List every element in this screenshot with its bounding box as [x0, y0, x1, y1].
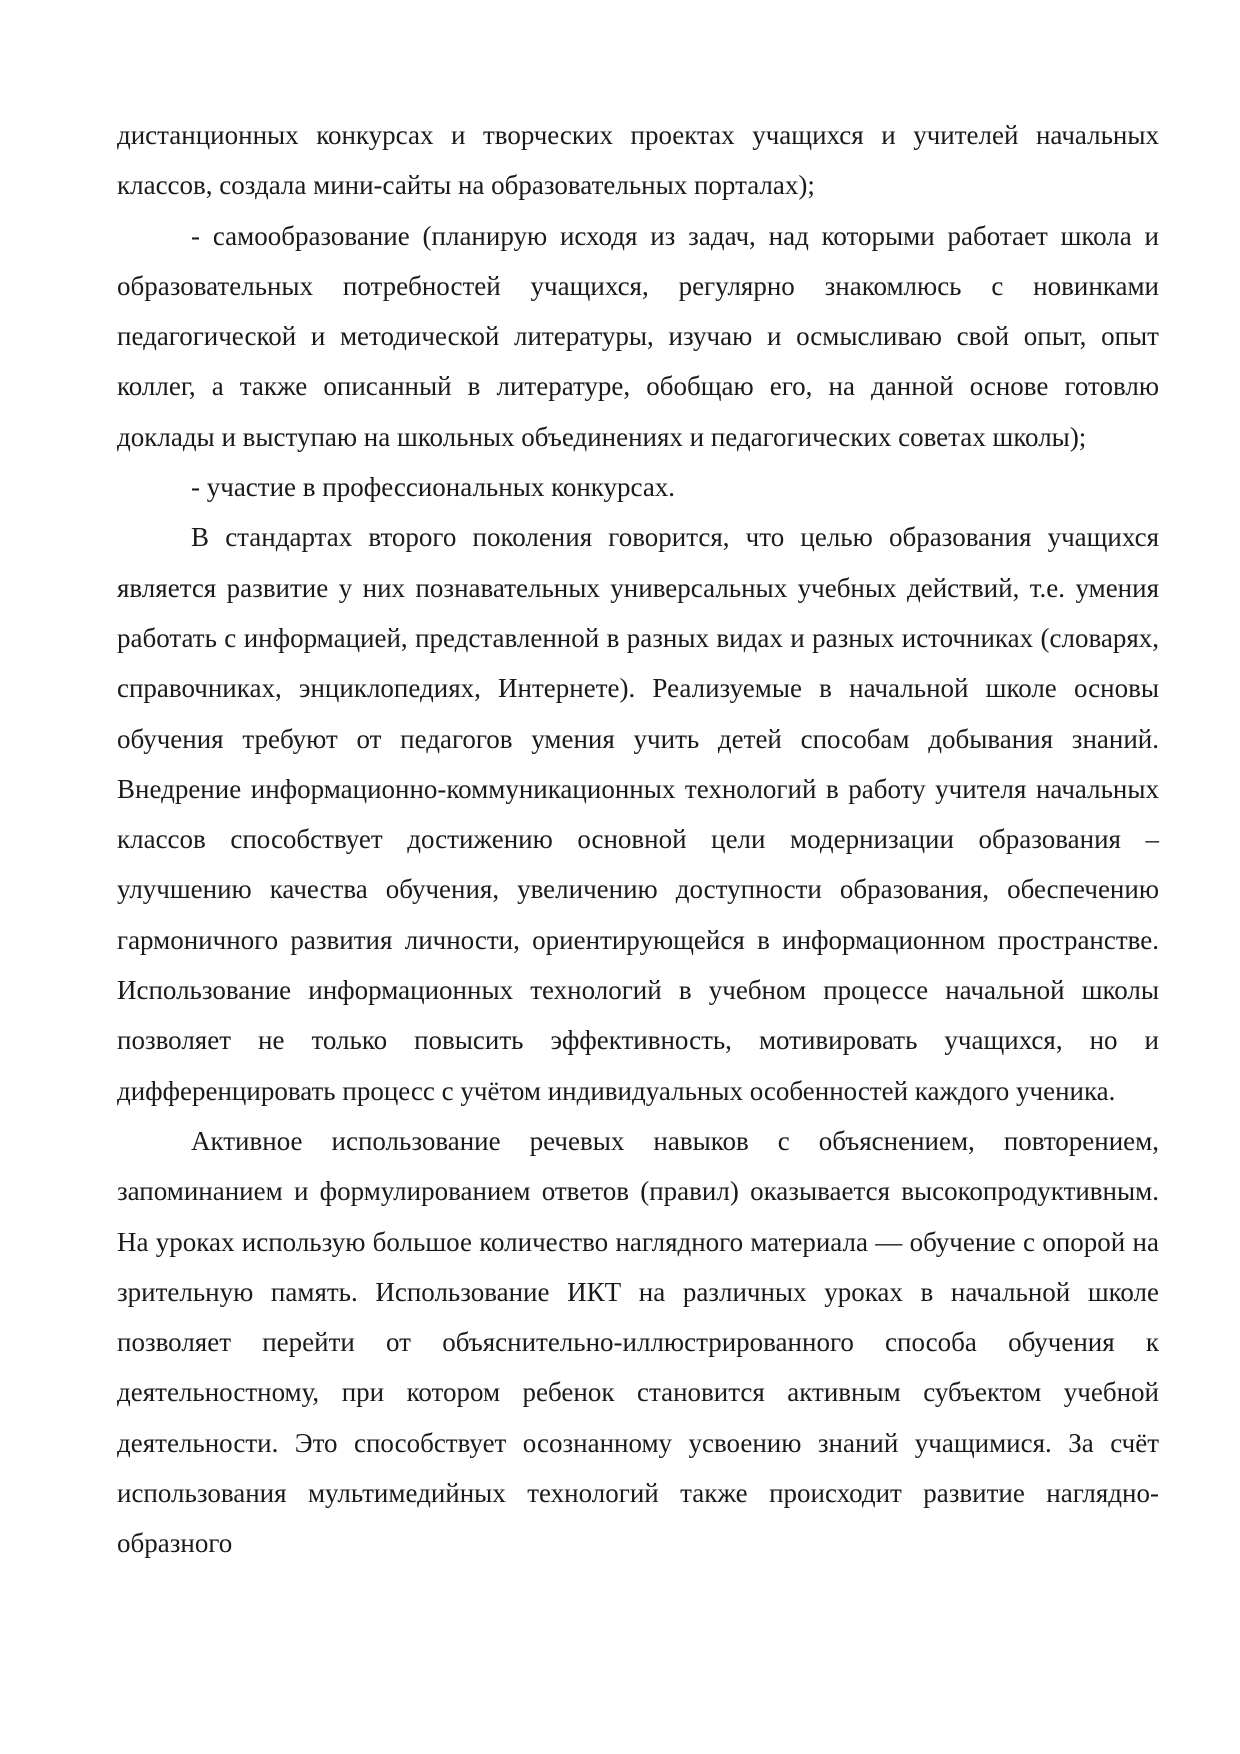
paragraph-self-education: - самообразование (планирую исходя из задач, над которыми работает школа и образовательных потребностей учащихся, регулярно знакомлюсь с новинками педагогической и методической литературы, изучаю и осмысливаю свой опыт, опыт коллег, а также описанный в литературе, обобщаю его, на данной основе готовлю доклады и выступаю на школьных объединениях и педагогических советах школы); [117, 220, 1159, 452]
paragraph-contests: - участие в профессиональных конкурсах. [191, 472, 676, 503]
paragraph-speech-skills: Активное использование речевых навыков с объяснением, повторением, запоминанием и формулированием ответов (правил) оказывается высокопродуктивным. На уроках использую большое количество наглядного материала — обучение с опорой на зрительную память. Использование ИКТ на различных уроках в начальной школе позволяет перейти от объяснительно-иллюстрированного способа обучения к деятельностному, при котором ребенок становится активным субъектом учебной деятельности. Это способствует осознанному усвоению знаний учащимися. За счёт использования мультимедийных технологий также происходит развитие наглядно-образного [117, 1125, 1159, 1559]
paragraph-continuation: дистанционных конкурсах и творческих проектах учащихся и учителей начальных классов, создала мини-сайты на образовательных порталах); [117, 120, 1159, 201]
document-page [117, 110, 1159, 1569]
paragraph-standards: В стандартах второго поколения говорится, что целью образования учащихся является развитие у них познавательных универсальных учебных действий, т.е. умения работать с информацией, представленной в разных видах и разных источниках (словарях, справочниках, энциклопедиях, Интернете). Реализуемые в начальной школе основы обучения требуют от педагогов умения учить детей способам добывания знаний. Внедрение информационно-коммуникационных технологий в работу учителя начальных классов способствует достижению основной цели модернизации образования – улучшению качества обучения, увеличению доступности образования, обеспечению гармоничного развития личности, ориентирующейся в информационном пространстве. Использование информационных технологий в учебном процессе начальной школы позволяет не только повысить эффективность, мотивировать учащихся, но и дифференцировать процесс с учётом индивидуальных особенностей каждого ученика. [117, 522, 1159, 1106]
